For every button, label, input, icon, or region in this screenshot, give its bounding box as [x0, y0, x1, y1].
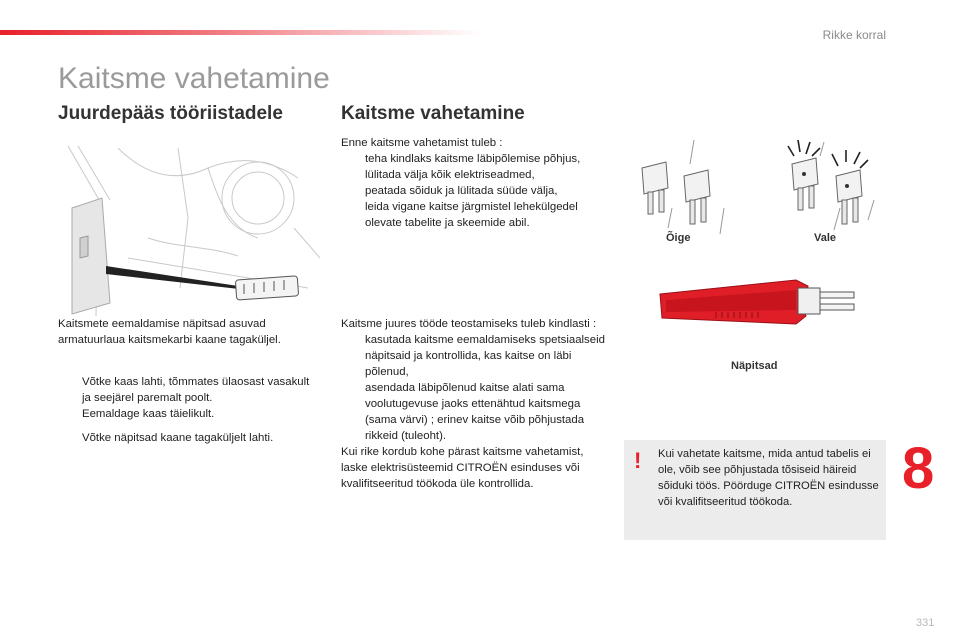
- label-correct: Õige: [666, 232, 691, 244]
- page-number: 331: [916, 617, 935, 629]
- chapter-title: Rikke korral: [822, 28, 886, 42]
- left-section-heading: Juurdepääs tööriistadele: [58, 103, 283, 124]
- list-item: peatada sõiduk ja lülitada süüde välja,: [365, 185, 558, 197]
- list-item: asendada läbipõlenud kaitse alati sama voolutugevuse jaoks ettenähtud kaitsmega (sama värvi) ; erinev kaitse võib põhjustada rikkeid (tuleoht).: [365, 382, 585, 442]
- list-item: lülitada välja kõik elektriseadmed,: [365, 169, 535, 181]
- left-bullet-list: [58, 374, 320, 422]
- warning-text: Kui vahetate kaitsme, mida antud tabelis ei ole, võib see põhjustada tõsiseid häireid sõiduki töös. Pöörduge CITROËN esindusse või kvalifitseeritud töökoda.: [658, 448, 879, 508]
- list-item: leida vigane kaitse järgmistel lehekülgedel olevate tabelite ja skeemide abil.: [365, 201, 578, 229]
- list-item: Eemaldage kaas täielikult.: [82, 408, 215, 420]
- warning-icon: !: [634, 448, 642, 473]
- left-caption: Kaitsmete eemaldamise näpitsad asuvad armatuurlaua kaitsmekarbi kaane tagaküljel.: [58, 318, 281, 346]
- chapter-number: 8: [902, 436, 935, 501]
- mid-intro-block: [341, 135, 605, 231]
- label-wrong: Vale: [814, 232, 837, 244]
- left-bullet-last: [58, 430, 320, 446]
- list-item: teha kindlaks kaitsme läbipõlemise põhjus,: [365, 153, 581, 165]
- list-item: kasutada kaitsme eemaldamiseks spetsiaalseid näpitsaid ja kontrollida, kas kaitse on läbi põlenud,: [365, 334, 605, 378]
- header-accent-rule: [0, 30, 480, 35]
- label-tweezers: Näpitsad: [731, 360, 778, 372]
- mid-section-heading: Kaitsme vahetamine: [341, 103, 525, 124]
- page-title: Kaitsme vahetamine: [58, 62, 330, 95]
- list-item: Võtke näpitsad kaane tagaküljelt lahti.: [82, 432, 274, 444]
- fuse-tweezers-illustration: [656, 272, 862, 336]
- mid-work-block: [341, 316, 605, 492]
- mid-intro: Enne kaitsme vahetamist tuleb :: [341, 137, 503, 149]
- mid-closing: Kui rike kordub kohe pärast kaitsme vahetamist, laske elektrisüsteemid CITROËN esinduses või kvalifitseeritud töökoda üle kontrollida.: [341, 446, 584, 490]
- dashboard-fusebox-illustration: [58, 138, 320, 316]
- warning-box: [624, 440, 886, 540]
- mid-intro2: Kaitsme juures tööde teostamiseks tuleb kindlasti :: [341, 318, 597, 330]
- list-item: Võtke kaas lahti, tõmmates ülaosast vasakult ja seejärel paremalt poolt.: [82, 376, 310, 404]
